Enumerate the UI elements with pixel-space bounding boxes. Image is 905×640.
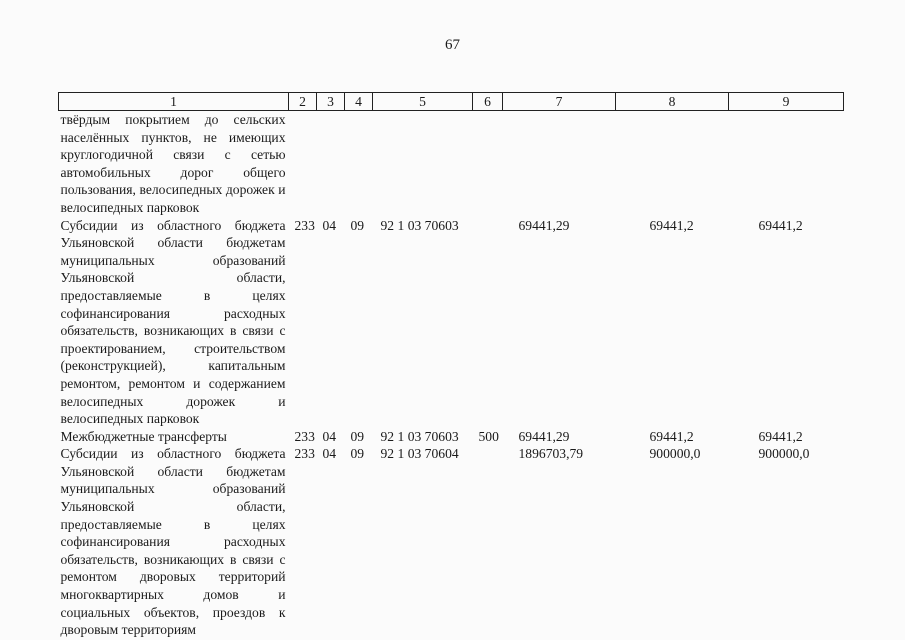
row-csr: 92 1 03 70604 [380,446,459,462]
row-section [317,111,345,217]
header-cell-8: 8 [616,93,729,111]
row-csr: 92 1 03 70603 [380,428,459,444]
row-csr: 92 1 03 70603 [380,217,459,233]
row-name: Субсидии из областного бюджета Ульяновской области бюджетам муниципальных образований Ульяновской области, предоставляемые в целях софинансирования расходных обязательств, возникающих в связи с проектированием, строительством (реконструкцией), капитальным ремонтом, ремонтом и содержанием велосипедных дорожек и велосипедных парковок [60,217,286,427]
row-name: Межбюджетные трансферты [60,428,227,444]
header-cell-1: 1 [59,93,289,111]
row-section: 04 [322,428,337,444]
row-sum-7: 1896703,79 [518,446,584,462]
table-row [59,445,844,639]
row-code: 233 [294,428,315,444]
row-vr: 500 [478,428,499,444]
header-cell-9: 9 [729,93,844,111]
row-subsection: 09 [350,217,365,233]
row-code [289,111,317,217]
row-vr [473,217,503,428]
header-cell-2: 2 [289,93,317,111]
table-row [59,217,844,428]
header-cell-5: 5 [373,93,473,111]
row-vr [473,111,503,217]
row-csr [373,111,473,217]
row-subsection: 09 [350,446,365,462]
row-sum-8 [616,111,729,217]
row-name: Субсидии из областного бюджета Ульяновской области бюджетам муниципальных образований Ульяновской области, предоставляемые в целях софинансирования расходных обязательств, возникающих в связи с ремонтом дворовых территорий многоквартирных домов и социальных объектов, проездов к дворовым территориям [60,446,286,638]
header-cell-6: 6 [473,93,503,111]
page-number: 67 [445,37,460,53]
row-sum-7 [503,111,616,217]
row-section: 04 [322,217,337,233]
row-sum-9: 69441,2 [758,217,803,233]
row-sum-7: 69441,29 [518,428,570,444]
row-section: 04 [322,446,337,462]
header-cell-4: 4 [345,93,373,111]
row-vr [473,445,503,639]
header-row [59,93,844,111]
row-code: 233 [294,217,315,233]
row-subsection [345,111,373,217]
row-sum-8: 900000,0 [649,446,701,462]
table-row [59,428,844,446]
budget-table [58,92,844,639]
row-sum-8: 69441,2 [649,428,694,444]
row-sum-9: 900000,0 [758,446,810,462]
row-code: 233 [294,446,315,462]
header-cell-7: 7 [503,93,616,111]
row-sum-8: 69441,2 [649,217,694,233]
row-sum-9: 69441,2 [758,428,803,444]
table-row [59,111,844,217]
header-cell-3: 3 [317,93,345,111]
row-sum-7: 69441,29 [518,217,570,233]
row-sum-9 [729,111,844,217]
row-subsection: 09 [350,428,365,444]
row-name: твёрдым покрытием до сельских населённых пунктов, не имеющих круглогодичной связи с сетью автомобильных дорог общего пользования, велосипедных дорожек и велосипедных парковок [60,112,286,215]
